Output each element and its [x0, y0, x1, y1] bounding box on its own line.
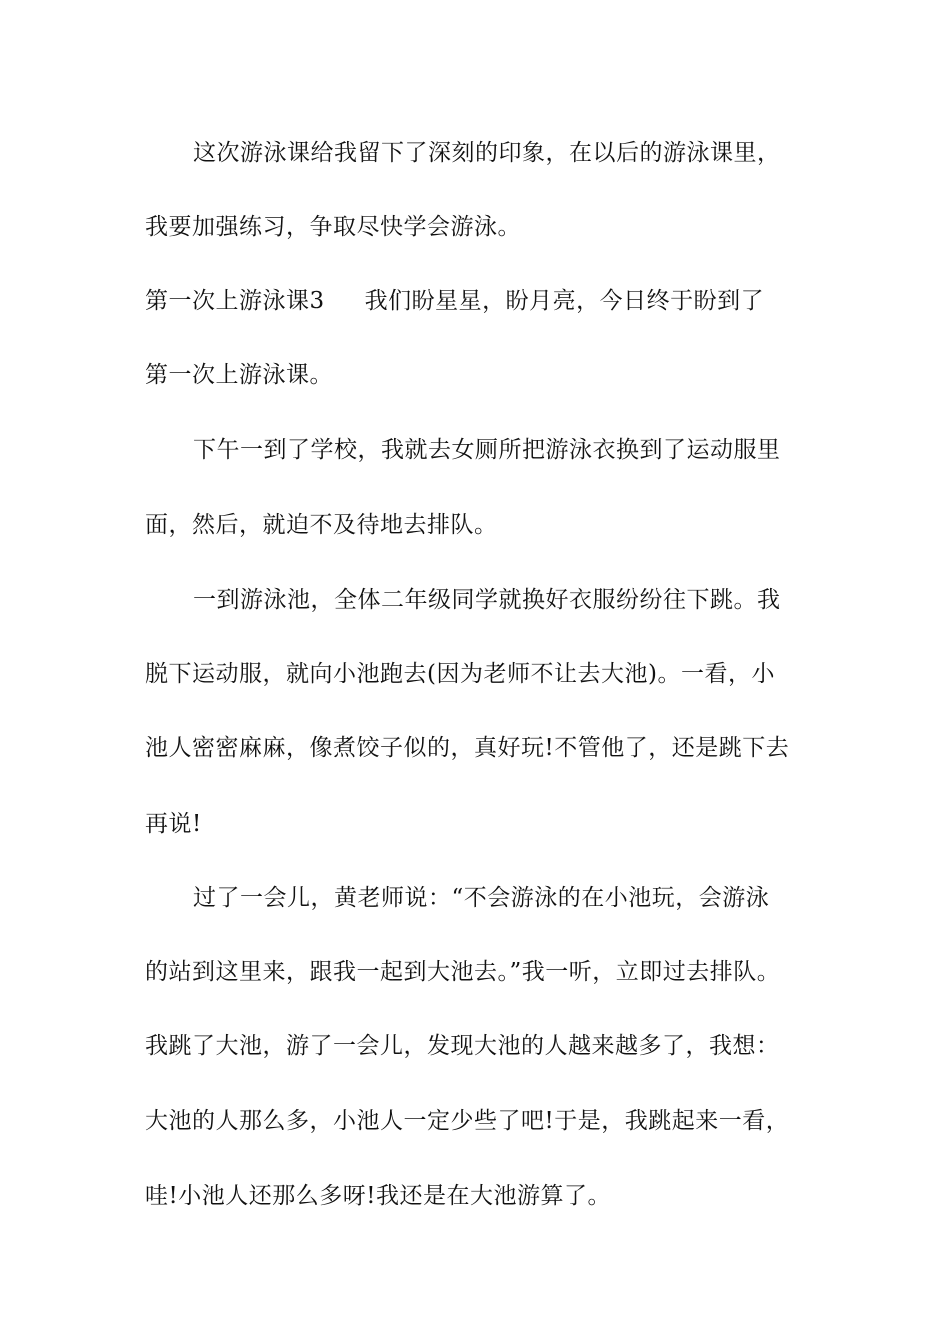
paragraph-line: 第一次上游泳课。 [145, 362, 333, 388]
section-title: 第一次上游泳课3 [145, 288, 325, 314]
paragraph-line: 面，然后，就迫不及待地去排队。 [145, 512, 498, 538]
paragraph-line: 池人密密麻麻，像煮饺子似的，真好玩!不管他了，还是跳下去 [145, 735, 790, 761]
paragraph-line: 这次游泳课给我留下了深刻的印象，在以后的游泳课里， [193, 140, 781, 166]
paragraph-line: 脱下运动服，就向小池跑去(因为老师不让去大池)。一看，小 [145, 661, 775, 687]
paragraph-line: 哇!小池人还那么多呀!我还是在大池游算了。 [145, 1183, 611, 1209]
paragraph-line: 再说! [145, 811, 202, 837]
paragraph-text: 我们盼星星，盼月亮，今日终于盼到了 [364, 288, 765, 314]
section-heading-line [145, 281, 825, 321]
paragraph-line: 一到游泳池，全体二年级同学就换好衣服纷纷往下跳。我 [193, 587, 781, 613]
paragraph-line: 大池的人那么多，小池人一定少些了吧!于是，我跳起来一看， [145, 1108, 790, 1134]
paragraph-line: 的站到这里来，跟我一起到大池去。”我一听，立即过去排队。 [145, 959, 781, 985]
paragraph-line: 下午一到了学校，我就去女厕所把游泳衣换到了运动服里 [193, 437, 781, 463]
paragraph-line: 我要加强练习，争取尽快学会游泳。 [145, 214, 521, 240]
paragraph-line: 过了一会儿，黄老师说：“不会游泳的在小池玩，会游泳 [193, 885, 770, 911]
paragraph-line: 我跳了大池，游了一会儿，发现大池的人越来越多了，我想： [145, 1033, 780, 1059]
